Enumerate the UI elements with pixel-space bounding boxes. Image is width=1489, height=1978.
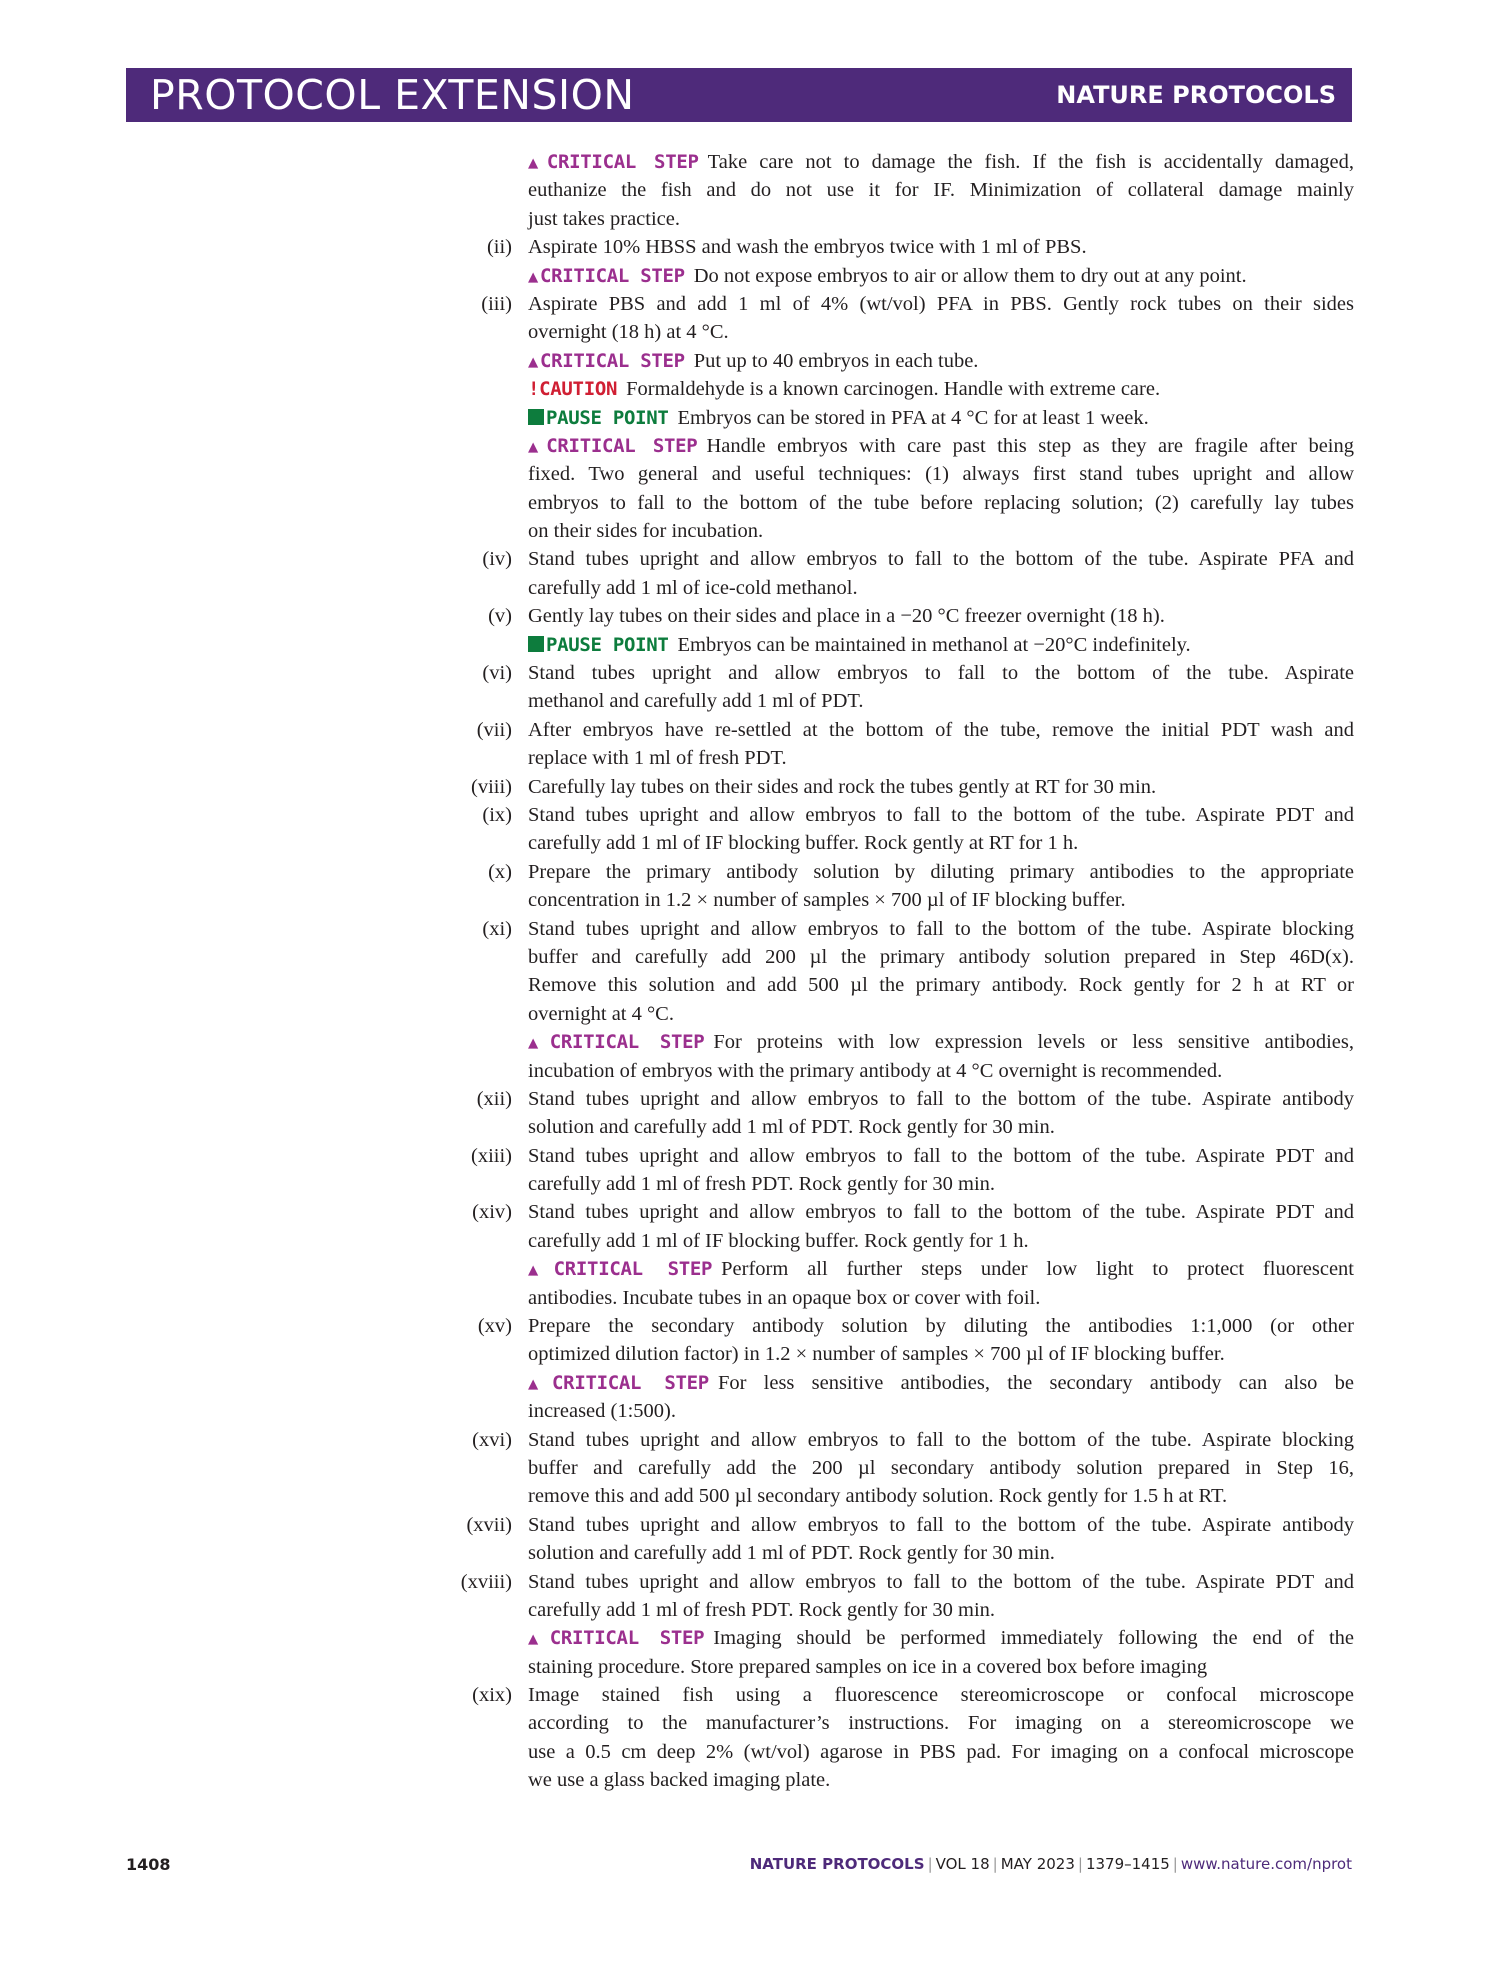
critical-label: ▲ CRITICAL STEP — [528, 264, 685, 287]
line-text: Stand tubes upright and allow embryos to fall to the bottom of the tube. Aspirate PFA and — [528, 548, 1354, 571]
step-number: (iii) — [481, 292, 512, 315]
line-text: Gently lay tubes on their sides and place in a −20 °C freezer overnight (18 h). — [528, 605, 1165, 628]
line-text: carefully add 1 ml of ice-cold methanol. — [528, 576, 858, 599]
text-line — [462, 1397, 1354, 1425]
line-text: methanol and carefully add 1 ml of PDT. — [528, 690, 864, 713]
text-line — [462, 148, 1354, 176]
line-text: ▲ CRITICAL STEP Put up to 40 embryos in each tube. — [528, 349, 979, 372]
square-icon — [528, 409, 544, 425]
line-text: Prepare the secondary antibody solution by diluting the antibodies 1:1,000 (or other — [528, 1315, 1354, 1338]
line-text: incubation of embryos with the primary antibody at 4 °C overnight is recommended. — [528, 1059, 1223, 1082]
line-text: ▲ CRITICAL STEP Perform all further steps under low light to protect fluorescent — [528, 1258, 1354, 1281]
line-text: staining procedure. Store prepared samples on ice in a covered box before imaging — [528, 1655, 1208, 1678]
line-text: Stand tubes upright and allow embryos to fall to the bottom of the tube. Aspirate antibody — [528, 1087, 1354, 1110]
line-text: !CAUTION Formaldehyde is a known carcinogen. Handle with extreme care. — [528, 378, 1161, 401]
step-number: (x) — [488, 860, 512, 883]
text-line — [462, 574, 1354, 602]
line-text: Stand tubes upright and allow embryos to fall to the bottom of the tube. Aspirate blocking — [528, 1428, 1354, 1451]
step-number: (xiii) — [471, 1144, 512, 1167]
line-text: on their sides for incubation. — [528, 520, 764, 543]
text-line — [462, 1482, 1354, 1510]
footer-pages: 1379–1415 — [1085, 1855, 1170, 1873]
text-line — [462, 1028, 1354, 1056]
triangle-icon: ▲ — [528, 1260, 552, 1281]
line-text: remove this and add 500 µl secondary antibody solution. Rock gently for 1.5 h at RT. — [528, 1485, 1228, 1508]
footer-date: MAY 2023 — [1000, 1855, 1075, 1873]
triangle-icon: ▲ — [528, 153, 545, 173]
line-text: ▲ CRITICAL STEP For proteins with low expression levels or less sensitive antibodies, — [528, 1031, 1354, 1054]
line-text: ▲ CRITICAL STEP Do not expose embryos to air or allow them to dry out at any point. — [528, 264, 1247, 287]
text-line — [462, 659, 1354, 687]
triangle-icon: ▲ — [528, 1373, 551, 1394]
line-text: embryos to fall to the bottom of the tube before replacing solution; (2) carefully lay tubes — [528, 491, 1354, 514]
text-line — [462, 1596, 1354, 1624]
text-line — [462, 176, 1354, 204]
text-line — [462, 489, 1354, 517]
text-line — [462, 347, 1354, 375]
line-text: buffer and carefully add 200 µl the primary antibody solution prepared in Step 46D(x). — [528, 945, 1354, 968]
separator: | — [1172, 1855, 1178, 1873]
step-number: (ix) — [482, 803, 512, 826]
line-text: After embryos have re-settled at the bottom of the tube, remove the initial PDT wash and — [528, 718, 1354, 741]
exclamation-icon: ! — [528, 378, 540, 401]
protocol-body — [462, 148, 1354, 1795]
separator: | — [992, 1855, 998, 1873]
text-line — [462, 1511, 1354, 1539]
line-text: Aspirate PBS and add 1 ml of 4% (wt/vol) PFA in PBS. Gently rock tubes on their sides — [528, 292, 1354, 315]
line-text: concentration in 1.2 × number of samples × 700 µl of IF blocking buffer. — [528, 889, 1126, 912]
line-text: Image stained fish using a fluorescence stereomicroscope or confocal microscope — [528, 1684, 1354, 1707]
line-text: ▲ CRITICAL STEP Take care not to damage the fish. If the fish is accidentally damaged, — [528, 151, 1355, 173]
step-number: (vii) — [476, 718, 512, 741]
step-number: (v) — [488, 605, 512, 628]
line-text: overnight (18 h) at 4 °C. — [528, 321, 729, 344]
text-line — [462, 1057, 1354, 1085]
line-text: Prepare the primary antibody solution by diluting primary antibodies to the appropriate — [528, 860, 1354, 883]
critical-label: ▲ CRITICAL STEP — [528, 1258, 713, 1281]
line-text: just takes practice. — [528, 207, 680, 230]
text-line — [462, 1369, 1354, 1397]
critical-label: ▲ CRITICAL STEP — [528, 151, 699, 173]
text-line — [462, 744, 1354, 772]
text-line — [462, 1312, 1354, 1340]
text-line — [462, 1709, 1354, 1737]
header-banner — [126, 68, 1352, 122]
line-text: PAUSE POINT Embryos can be stored in PFA at 4 °C for at least 1 week. — [528, 404, 1354, 432]
text-line — [462, 262, 1354, 290]
text-line — [462, 545, 1354, 573]
text-line — [462, 460, 1354, 488]
text-line — [462, 1738, 1354, 1766]
step-number: (ii) — [486, 236, 512, 259]
text-line — [462, 205, 1354, 233]
footer-volume: VOL 18 — [935, 1855, 990, 1873]
step-number: (xiv) — [472, 1201, 512, 1224]
step-number: (vi) — [482, 662, 512, 685]
text-line — [462, 943, 1354, 971]
line-text: Stand tubes upright and allow embryos to fall to the bottom of the tube. Aspirate — [528, 662, 1354, 685]
step-number: (iv) — [482, 548, 512, 571]
line-text: Stand tubes upright and allow embryos to fall to the bottom of the tube. Aspirate PDT and — [528, 803, 1354, 826]
line-text: Aspirate 10% HBSS and wash the embryos twice with 1 ml of PBS. — [528, 236, 1087, 259]
text-line — [462, 1198, 1354, 1226]
step-number: (xviii) — [460, 1570, 512, 1593]
text-line — [462, 1426, 1354, 1454]
triangle-icon: ▲ — [528, 436, 545, 457]
journal-title: NATURE PROTOCOLS — [1056, 81, 1336, 109]
text-line — [462, 432, 1354, 460]
line-text: solution and carefully add 1 ml of PDT. Rock gently for 30 min. — [528, 1542, 1055, 1565]
pause-label: PAUSE POINT — [528, 634, 669, 656]
step-number: (xii) — [476, 1087, 512, 1110]
text-line — [462, 290, 1354, 318]
text-line — [462, 1142, 1354, 1170]
text-line — [462, 1113, 1354, 1141]
step-number: (viii) — [471, 775, 512, 798]
critical-label: ▲ CRITICAL STEP — [528, 1031, 705, 1054]
text-line — [462, 858, 1354, 886]
line-text: Stand tubes upright and allow embryos to fall to the bottom of the tube. Aspirate antibody — [528, 1513, 1354, 1536]
line-text: Remove this solution and add 500 µl the primary antibody. Rock gently for 2 h at RT or — [528, 974, 1354, 997]
critical-label: ▲ CRITICAL STEP — [528, 349, 685, 372]
section-title: PROTOCOL EXTENSION — [150, 71, 635, 119]
triangle-icon: ▲ — [528, 1033, 548, 1054]
line-text: antibodies. Incubate tubes in an opaque box or cover with foil. — [528, 1286, 1041, 1309]
separator: | — [1077, 1855, 1083, 1873]
text-line — [462, 886, 1354, 914]
line-text: carefully add 1 ml of fresh PDT. Rock gently for 30 min. — [528, 1598, 996, 1621]
line-text: PAUSE POINT Embryos can be maintained in methanol at −20°C indefinitely. — [528, 631, 1354, 659]
line-text: euthanize the fish and do not use it for IF. Minimization of collateral damage mainly — [528, 179, 1354, 202]
line-text: fixed. Two general and useful techniques: (1) always first stand tubes upright and allow — [528, 463, 1354, 486]
line-text: replace with 1 ml of fresh PDT. — [528, 747, 787, 770]
text-line — [462, 1653, 1354, 1681]
text-line — [462, 1681, 1354, 1709]
line-text: Stand tubes upright and allow embryos to fall to the bottom of the tube. Aspirate PDT and — [528, 1144, 1354, 1167]
text-line — [462, 1170, 1354, 1198]
line-text: solution and carefully add 1 ml of PDT. Rock gently for 30 min. — [528, 1116, 1055, 1139]
text-line — [462, 631, 1354, 659]
line-text: buffer and carefully add the 200 µl secondary antibody solution prepared in Step 16, — [528, 1456, 1354, 1479]
line-text: overnight at 4 °C. — [528, 1002, 674, 1025]
text-line — [462, 1539, 1354, 1567]
text-line — [462, 829, 1354, 857]
critical-label: ▲ CRITICAL STEP — [528, 1371, 709, 1394]
text-line — [462, 915, 1354, 943]
separator: | — [927, 1855, 933, 1873]
line-text: Stand tubes upright and allow embryos to fall to the bottom of the tube. Aspirate PDT and — [528, 1570, 1354, 1593]
critical-label: ▲ CRITICAL STEP — [528, 1627, 705, 1650]
step-number: (xvii) — [466, 1513, 512, 1536]
text-line — [462, 1284, 1354, 1312]
footer-url-link[interactable]: www.nature.com/nprot — [1180, 1855, 1352, 1873]
text-line — [462, 687, 1354, 715]
line-text: according to the manufacturer’s instructions. For imaging on a stereomicroscope we — [528, 1712, 1354, 1735]
line-text: use a 0.5 cm deep 2% (wt/vol) agarose in PBS pad. For imaging on a confocal microscope — [528, 1740, 1354, 1763]
footer-journal: NATURE PROTOCOLS — [749, 1855, 925, 1873]
pause-label: PAUSE POINT — [528, 407, 669, 429]
text-line — [462, 716, 1354, 744]
line-text: increased (1:500). — [528, 1400, 676, 1423]
triangle-icon: ▲ — [528, 1629, 548, 1650]
caution-label: !CAUTION — [528, 378, 618, 401]
text-line — [462, 602, 1354, 630]
text-line — [462, 404, 1354, 432]
text-line — [462, 1624, 1354, 1652]
line-text: carefully add 1 ml of IF blocking buffer. Rock gently for 1 h. — [528, 1229, 1029, 1252]
line-text: carefully add 1 ml of fresh PDT. Rock gently for 30 min. — [528, 1173, 996, 1196]
triangle-icon: ▲ — [528, 351, 538, 372]
step-number: (xi) — [482, 917, 512, 940]
text-line — [462, 1340, 1354, 1368]
text-line — [462, 1227, 1354, 1255]
step-number: (xix) — [472, 1684, 512, 1707]
text-line — [462, 318, 1354, 346]
text-line — [462, 1766, 1354, 1794]
step-number: (xv) — [477, 1315, 512, 1338]
line-text: Carefully lay tubes on their sides and rock the tubes gently at RT for 30 min. — [528, 775, 1157, 798]
line-text: ▲ CRITICAL STEP For less sensitive antibodies, the secondary antibody can also be — [528, 1371, 1355, 1394]
square-icon — [528, 636, 544, 652]
text-line — [462, 801, 1354, 829]
text-line — [462, 1000, 1354, 1028]
triangle-icon: ▲ — [528, 266, 538, 287]
step-number: (xvi) — [472, 1428, 512, 1451]
line-text: Stand tubes upright and allow embryos to fall to the bottom of the tube. Aspirate PDT and — [528, 1201, 1354, 1224]
text-line — [462, 233, 1354, 261]
text-line — [462, 1454, 1354, 1482]
footer-citation — [750, 1855, 1352, 1873]
text-line — [462, 971, 1354, 999]
text-line — [462, 1085, 1354, 1113]
line-text: carefully add 1 ml of IF blocking buffer. Rock gently at RT for 1 h. — [528, 832, 1079, 855]
critical-label: ▲ CRITICAL STEP — [528, 434, 698, 457]
text-line — [462, 1255, 1354, 1283]
text-line — [462, 1568, 1354, 1596]
line-text: Stand tubes upright and allow embryos to fall to the bottom of the tube. Aspirate blocking — [528, 917, 1354, 940]
line-text: ▲ CRITICAL STEP Imaging should be performed immediately following the end of the — [528, 1627, 1355, 1650]
text-line — [462, 517, 1354, 545]
line-text: we use a glass backed imaging plate. — [528, 1769, 831, 1792]
text-line — [462, 773, 1354, 801]
page-number: 1408 — [126, 1855, 171, 1874]
line-text: optimized dilution factor) in 1.2 × number of samples × 700 µl of IF blocking buffer. — [528, 1343, 1225, 1366]
line-text: ▲ CRITICAL STEP Handle embryos with care past this step as they are fragile after being — [528, 434, 1355, 457]
text-line — [462, 375, 1354, 403]
